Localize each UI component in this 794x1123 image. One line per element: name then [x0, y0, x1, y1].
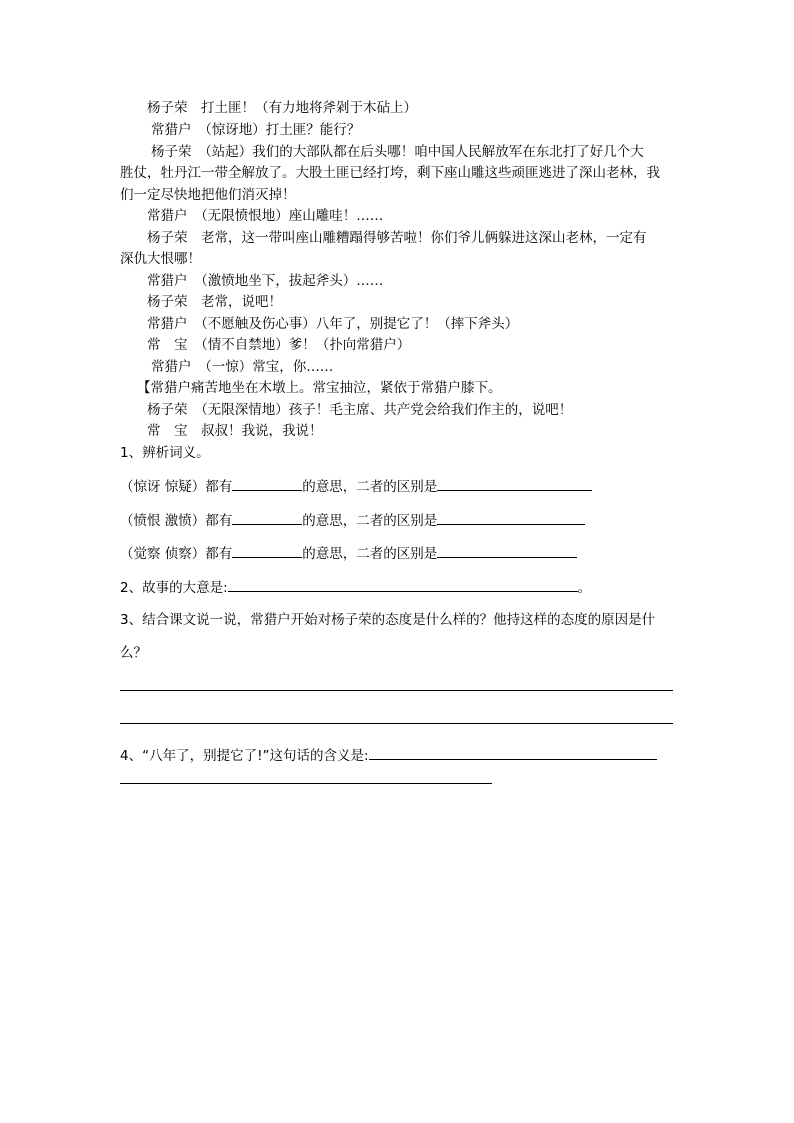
answer-blank[interactable] [437, 476, 592, 491]
question-1-title: 1、辨析词义。 [120, 445, 210, 461]
question-3-line-2: 么？ [120, 645, 147, 661]
question-1-item: （惊讶 惊疑）都有 的意思，二者的区别是 [120, 476, 592, 496]
dialogue-line: 常猎户 （无限愤恨地）座山雕哇！…… [147, 208, 384, 224]
question-1-item: （觉察 侦察）都有 的意思，二者的区别是 [120, 543, 577, 563]
dialogue-line: 杨子荣 老常，说吧！ [147, 294, 282, 310]
dialogue-line: 常猎户 （惊讶地）打土匪？能行？ [151, 122, 361, 138]
answer-blank[interactable] [228, 577, 578, 592]
dialogue-line: 们一定尽快地把他们消灭掉！ [120, 187, 296, 203]
dialogue-line: 常 宝 叔叔！我说，我说！ [147, 423, 323, 439]
dialogue-line: 常猎户 （不愿触及伤心事）八年了，别提它了！（摔下斧头） [147, 316, 519, 332]
dialogue-line: 杨子荣 （站起）我们的大部队都在后头哪！咱中国人民解放军在东北打了好几个大 [151, 144, 644, 160]
dialogue-line: 常猎户 （一惊）常宝，你…… [151, 359, 334, 375]
answer-line[interactable] [120, 690, 673, 691]
stage-direction: 【常猎户痛苦地坐在木墩上。常宝抽泣，紧依于常猎户膝下。 [137, 380, 502, 396]
answer-blank[interactable] [437, 543, 577, 558]
answer-blank[interactable] [437, 510, 585, 525]
dialogue-line: 杨子荣 老常，这一带叫座山雕糟蹋得够苦啦！你们爷儿俩躲进这深山老林，一定有 [147, 230, 647, 246]
dialogue-line: 常 宝 （情不自禁地）爹！（扑向常猎户） [147, 337, 411, 353]
answer-line[interactable] [120, 783, 492, 784]
dialogue-line: 杨子荣 打土匪！（有力地将斧剁于木砧上） [147, 100, 417, 116]
question-2: 2、故事的大意是: 。 [120, 577, 591, 597]
dialogue-line: 常猎户 （激愤地坐下，拔起斧头）…… [147, 273, 384, 289]
dialogue-line: 杨子荣 （无限深情地）孩子！毛主席、共产党会给我们作主的，说吧！ [147, 402, 573, 418]
answer-line[interactable] [120, 723, 673, 724]
dialogue-line: 深仇大恨哪！ [120, 251, 201, 267]
answer-blank[interactable] [232, 476, 302, 491]
question-3-line-1: 3、结合课文说一说，常猎户开始对杨子荣的态度是什么样的？他持这样的态度的原因是什 [120, 612, 656, 628]
answer-blank[interactable] [232, 543, 302, 558]
question-1-item: （愤恨 激愤）都有 的意思，二者的区别是 [120, 510, 585, 530]
answer-blank[interactable] [369, 745, 657, 760]
answer-blank[interactable] [232, 510, 302, 525]
dialogue-line: 胜仗，牡丹江一带全解放了。大股土匪已经打垮，剩下座山雕这些顽匪逃进了深山老林，我 [120, 165, 660, 181]
question-4: 4、“八年了，别提它了!”这句话的含义是: [120, 745, 657, 765]
